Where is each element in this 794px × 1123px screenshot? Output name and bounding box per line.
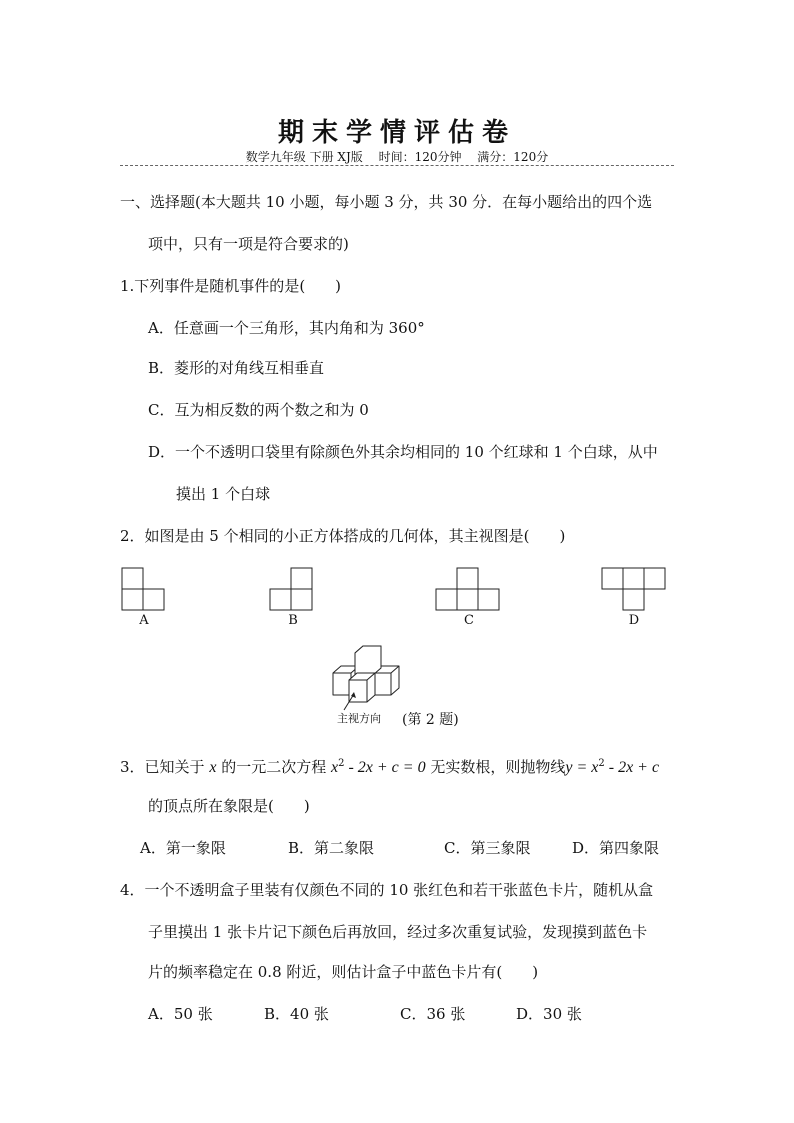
q2-option-b-figure [266, 564, 318, 614]
q3-eq2-exp: 2 [598, 758, 605, 769]
q4-option-b: B．40 张 [264, 1005, 329, 1023]
q1-option-d-line2: 摸出 1 个白球 [176, 485, 271, 503]
q2-option-b-label: B [288, 613, 298, 628]
q3-eq1-exp: 2 [338, 758, 345, 769]
q2-figure-caption: (第 2 题) [402, 712, 459, 728]
q3-eq2-lhs: y = x [565, 759, 599, 776]
q3-option-a: A．第一象限 [140, 839, 226, 857]
q3-stem-line1 [120, 754, 659, 778]
q2-stem: 2．如图是由 5 个相同的小正方体搭成的几何体，其主视图是( ) [120, 527, 566, 545]
q3-mid2: 无实数根，则抛物线 [425, 758, 566, 776]
q3-var-x: x [209, 759, 217, 776]
page-title: 期末学情评估卷 [277, 118, 516, 148]
q2-option-a-label: A [139, 613, 149, 628]
q3-stem-line2: 的顶点所在象限是( ) [148, 797, 310, 815]
q2-option-d-figure [598, 564, 670, 614]
q3-eq1-x: x [330, 759, 339, 776]
q1-option-b: B．菱形的对角线互相垂直 [148, 359, 325, 377]
q3-pre: 3．已知关于 [120, 758, 210, 776]
q4-stem-line1: 4．一个不透明盒子里装有仅颜色不同的 10 张红色和若干张蓝色卡片，随机从盒 [120, 881, 654, 899]
q4-stem-line2: 子里摸出 1 张卡片记下颜色后再放回，经过多次重复试验，发现摸到蓝色卡 [148, 923, 648, 941]
section-heading-line1: 一、选择题(本大题共 10 小题，每小题 3 分，共 30 分．在每小题给出的四个选 [120, 193, 653, 211]
header-divider [120, 165, 674, 166]
q4-stem-line3: 片的频率稳定在 0.8 附近，则估计盒子中蓝色卡片有( ) [148, 963, 539, 981]
page-subtitle: 数学九年级 下册 XJ版 时间：120分钟 满分：120分 [245, 150, 549, 164]
q3-mid1: 的一元二次方程 [216, 758, 331, 776]
q1-option-c: C．互为相反数的两个数之和为 0 [148, 401, 369, 419]
q2-option-a-figure [118, 564, 170, 614]
q2-cube-solid-figure [326, 640, 412, 712]
q4-option-a: A．50 张 [148, 1005, 213, 1023]
q3-option-c: C．第三象限 [444, 839, 531, 857]
q3-eq1-rest: - 2x + c = 0 [344, 759, 426, 776]
q2-option-c-label: C [464, 613, 474, 628]
q3-option-d: D．第四象限 [572, 839, 660, 857]
q3-option-b: B．第二象限 [288, 839, 375, 857]
q1-option-d-line1: D．一个不透明口袋里有除颜色外其余均相同的 10 个红球和 1 个白球，从中 [148, 443, 658, 461]
q2-option-c-figure [432, 564, 504, 614]
q4-option-c: C．36 张 [400, 1005, 466, 1023]
q2-option-d-label: D [628, 613, 640, 628]
q1-option-a: A．任意画一个三角形，其内角和为 360° [148, 319, 425, 337]
section-heading-line2: 项中，只有一项是符合要求的) [148, 235, 349, 253]
q3-eq2-rest: - 2x + c [604, 759, 660, 776]
q2-view-direction-label: 主视方向 [337, 712, 381, 725]
q1-stem: 1.下列事件是随机事件的是( ) [120, 277, 342, 295]
q4-option-d: D．30 张 [516, 1005, 582, 1023]
